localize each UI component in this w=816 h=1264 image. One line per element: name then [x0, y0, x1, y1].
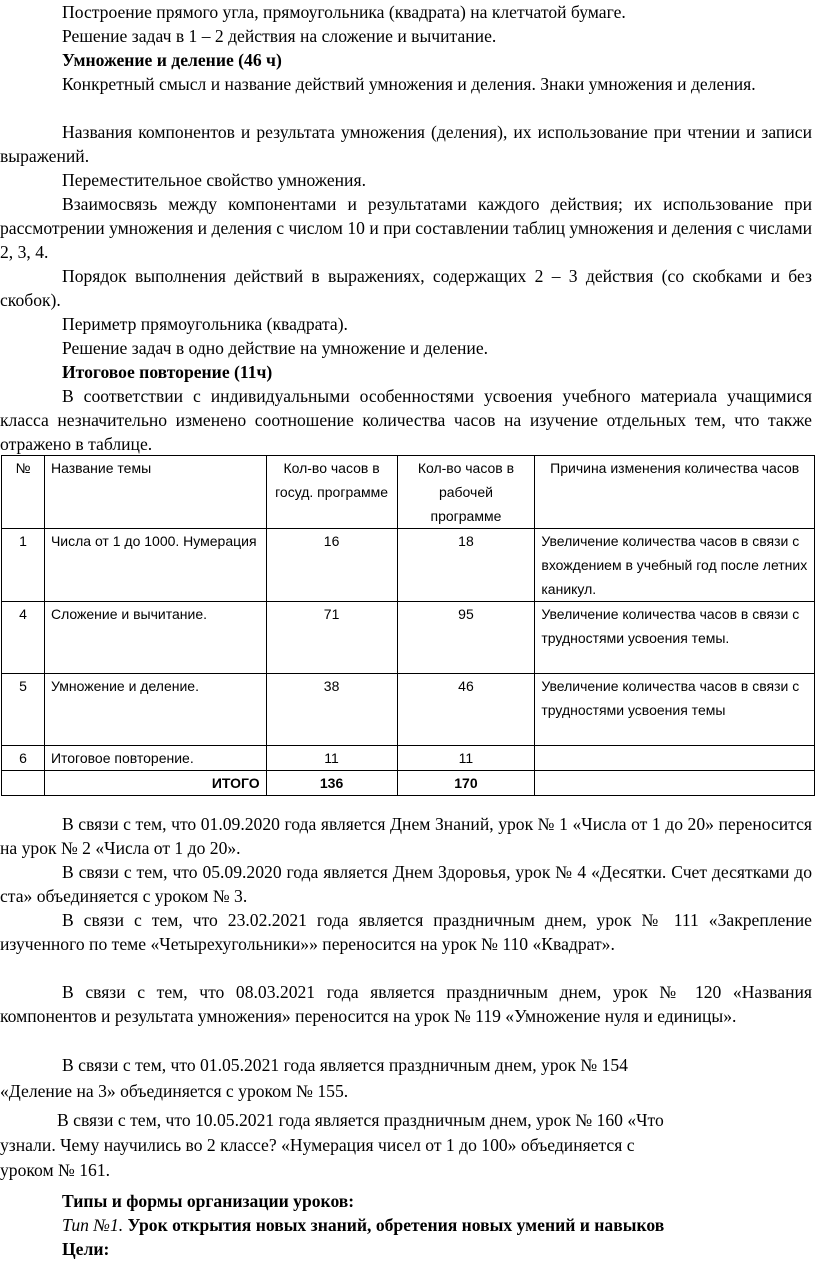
- cell-work-hours: 18: [397, 529, 535, 602]
- cell-reason: Увеличение количества часов в связи с вхождением в учебный год после летних каникул.: [535, 529, 815, 602]
- paragraph: Решение задач в одно действие на умножение и деление.: [62, 338, 489, 358]
- paragraph: В соответствии с индивидуальными особенностями усвоения учебного материала учащимися класса незначительно изменено соотношение количества часов на изучение отдельных тем, что также отражено в таблице.: [0, 386, 812, 454]
- paragraph: Переместительное свойство умножения.: [62, 170, 366, 190]
- paragraph: Построение прямого угла, прямоугольника (квадрата) на клетчатой бумаге.: [62, 2, 626, 22]
- cell-work-hours: 46: [397, 674, 535, 746]
- cell-empty: [2, 771, 45, 796]
- lesson-type-title: Урок открытия новых знаний, обретения новых умений и навыков: [127, 1215, 665, 1235]
- total-work-hours: 170: [397, 771, 535, 796]
- section-heading: Типы и формы организации уроков:: [62, 1191, 355, 1211]
- cell-num: 1: [2, 529, 45, 602]
- header-topic: Название темы: [44, 456, 266, 529]
- cell-topic: Числа от 1 до 1000. Нумерация: [44, 529, 266, 602]
- cell-empty: [535, 771, 815, 796]
- paragraph: В связи с тем, что 01.09.2020 года является Днем Знаний, урок № 1 «Числа от 1 до 20» переносится на урок № 2 «Числа от 1 до 20».: [0, 814, 812, 858]
- paragraph: Периметр прямоугольника (квадрата).: [62, 314, 348, 334]
- paragraph: Взаимосвязь между компонентами и результатами каждого действия; их использование при рассмотрении умножения и деления с числом 10 и при составлении таблиц умножения и деления с числами 2, 3, 4.: [0, 194, 812, 262]
- header-work-hours: Кол-во часов в рабочей программе: [397, 456, 535, 529]
- cell-topic: Сложение и вычитание.: [44, 602, 266, 674]
- table-row: [2, 746, 815, 771]
- cell-num: 6: [2, 746, 45, 771]
- cell-reason: Увеличение количества часов в связи с трудностями усвоения темы: [535, 674, 815, 746]
- cell-topic: Умножение и деление.: [44, 674, 266, 746]
- paragraph-line: В связи с тем, что 10.05.2021 года является праздничным днем, урок № 160 «Что: [57, 1110, 664, 1130]
- cell-work-hours: 95: [397, 602, 535, 674]
- hours-table: [1, 455, 815, 796]
- paragraph: В связи с тем, что 05.09.2020 года является Днем Здоровья, урок № 4 «Десятки. Счет десятками до ста» объединяется с уроком № 3.: [0, 862, 812, 906]
- paragraph-line: В связи с тем, что 01.05.2021 года является праздничным днем, урок № 154: [62, 1055, 628, 1075]
- table-header-row: [2, 456, 815, 529]
- cell-reason: [535, 746, 815, 771]
- paragraph-line: узнали. Чему научились во 2 классе? «Нумерация чисел от 1 до 100» объединяется с: [0, 1135, 635, 1155]
- table-row: [2, 529, 815, 602]
- paragraph-line: «Деление на 3» объединяется с уроком № 155.: [0, 1081, 349, 1101]
- cell-gov-hours: 38: [266, 674, 397, 746]
- section-heading: Умножение и деление (46 ч): [62, 50, 282, 70]
- goals-heading: Цели:: [62, 1239, 110, 1259]
- table-total-row: [2, 771, 815, 796]
- header-gov-hours: Кол-во часов в госуд. программе: [266, 456, 397, 529]
- paragraph: В связи с тем, что 23.02.2021 года является праздничным днем, урок № 111 «Закрепление изученного по теме «Четырехугольники»» переносится на урок № 110 «Квадрат».: [0, 910, 812, 954]
- paragraph: Решение задач в 1 – 2 действия на сложение и вычитание.: [62, 26, 497, 46]
- lesson-type-heading: [62, 1213, 664, 1237]
- paragraph: Названия компонентов и результата умножения (деления), их использование при чтении и записи выражений.: [0, 122, 812, 166]
- cell-num: 4: [2, 602, 45, 674]
- cell-gov-hours: 11: [266, 746, 397, 771]
- paragraph: Конкретный смысл и название действий умножения и деления. Знаки умножения и деления.: [62, 74, 756, 94]
- paragraph: Порядок выполнения действий в выражениях, содержащих 2 – 3 действия (со скобками и без скобок).: [0, 266, 812, 310]
- cell-num: 5: [2, 674, 45, 746]
- total-gov-hours: 136: [266, 771, 397, 796]
- paragraph-line: уроком № 161.: [0, 1160, 111, 1180]
- paragraph: В связи с тем, что 08.03.2021 года является праздничным днем, урок № 120 «Названия компонентов и результата умножения» переносится на урок № 119 «Умножение нуля и единицы».: [0, 982, 812, 1026]
- cell-work-hours: 11: [397, 746, 535, 771]
- header-num: №: [2, 456, 45, 529]
- cell-topic: Итоговое повторение.: [44, 746, 266, 771]
- table-row: [2, 602, 815, 674]
- cell-reason: Увеличение количества часов в связи с трудностями усвоения темы.: [535, 602, 815, 674]
- section-heading: Итоговое повторение (11ч): [62, 362, 273, 382]
- table-row: [2, 674, 815, 746]
- lesson-type-prefix: Тип №1.: [62, 1215, 124, 1235]
- cell-gov-hours: 16: [266, 529, 397, 602]
- header-reason: Причина изменения количества часов: [535, 456, 815, 529]
- cell-gov-hours: 71: [266, 602, 397, 674]
- total-label: ИТОГО: [44, 771, 266, 796]
